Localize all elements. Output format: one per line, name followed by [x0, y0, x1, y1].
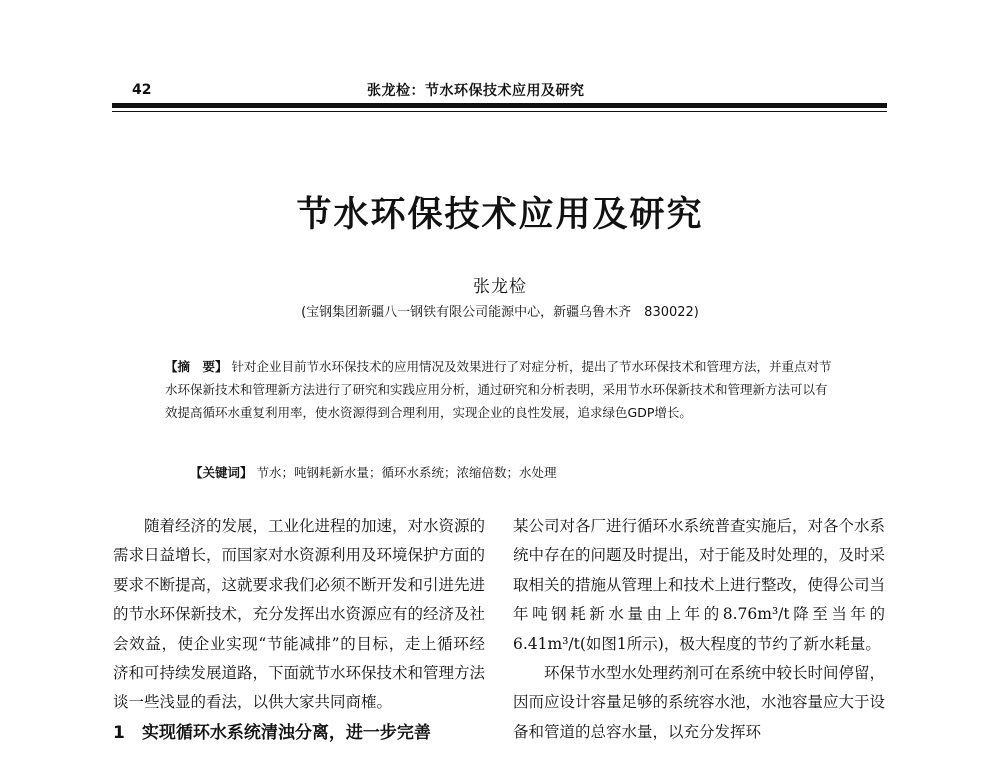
- body-paragraph: 环保节水型水处理药剂可在系统中较长时间停留，因而应设计容量足够的系统容水池，水池容量应大于设备和管道的总容水量，以充分发挥环: [513, 664, 886, 741]
- body-paragraph: 随着经济的发展，工业化进程的加速，对水资源的需求日益增长，而国家对水资源利用及环境保护方面的要求不断提高，这就要求我们必须不断开发和引进先进的节水环保新技术，充分发挥出水资源应有的经济及社会效益，使企业实现“节能减排”的目标，走上循环经济和可持续发展道路，下面就节水环保技术和管理方法谈一些浅显的看法，以供大家共同商榷。: [113, 517, 486, 712]
- right-column: [513, 512, 885, 747]
- running-title: 张龙检：节水环保技术应用及研究: [367, 83, 585, 99]
- keywords: [190, 463, 840, 481]
- abstract-label: 【摘 要】: [165, 359, 228, 374]
- article-title: 节水环保技术应用及研究: [296, 194, 704, 235]
- abstract-text: 针对企业目前节水环保技术的应用情况及效果进行了对症分析，提出了节水环保技术和管理方法，并重点对节水环保新技术和管理新方法进行了研究和实践应用分析，通过研究和分析表明，采用节水环保新技术和管理新方法可以有效提高循环水重复利用率，使水资源得到合理利用，实现企业的良性发展，追求绿色GDP增长。: [165, 359, 832, 420]
- header-rule-thick: [112, 103, 887, 108]
- running-header: [112, 78, 887, 102]
- keywords-label: 【关键词】: [190, 465, 253, 480]
- header-rule-thin: [112, 111, 887, 112]
- body-paragraph: 某公司对各厂进行循环水系统普查实施后，对各个水系统中存在的问题及时提出，对于能及时处理的，及时采取相关的措施从管理上和技术上进行整改，使得公司当年吨钢耗新水量由上年的8.76m³/t降至当年的6.41m³/t(如图1所示)，极大程度的节约了新水耗量。: [513, 517, 886, 653]
- abstract: [165, 355, 835, 424]
- section-heading: 1 实现循环水系统清浊分离，进一步完善: [113, 722, 431, 743]
- left-column: [113, 512, 485, 748]
- author-name: 张龙检: [473, 277, 527, 297]
- page-number: 42: [132, 82, 152, 98]
- author-affiliation: (宝钢集团新疆八一钢铁有限公司能源中心，新疆乌鲁木齐 830022): [301, 305, 699, 320]
- keywords-text: 节水；吨钢耗新水量；循环水系统；浓缩倍数；水处理: [256, 465, 557, 480]
